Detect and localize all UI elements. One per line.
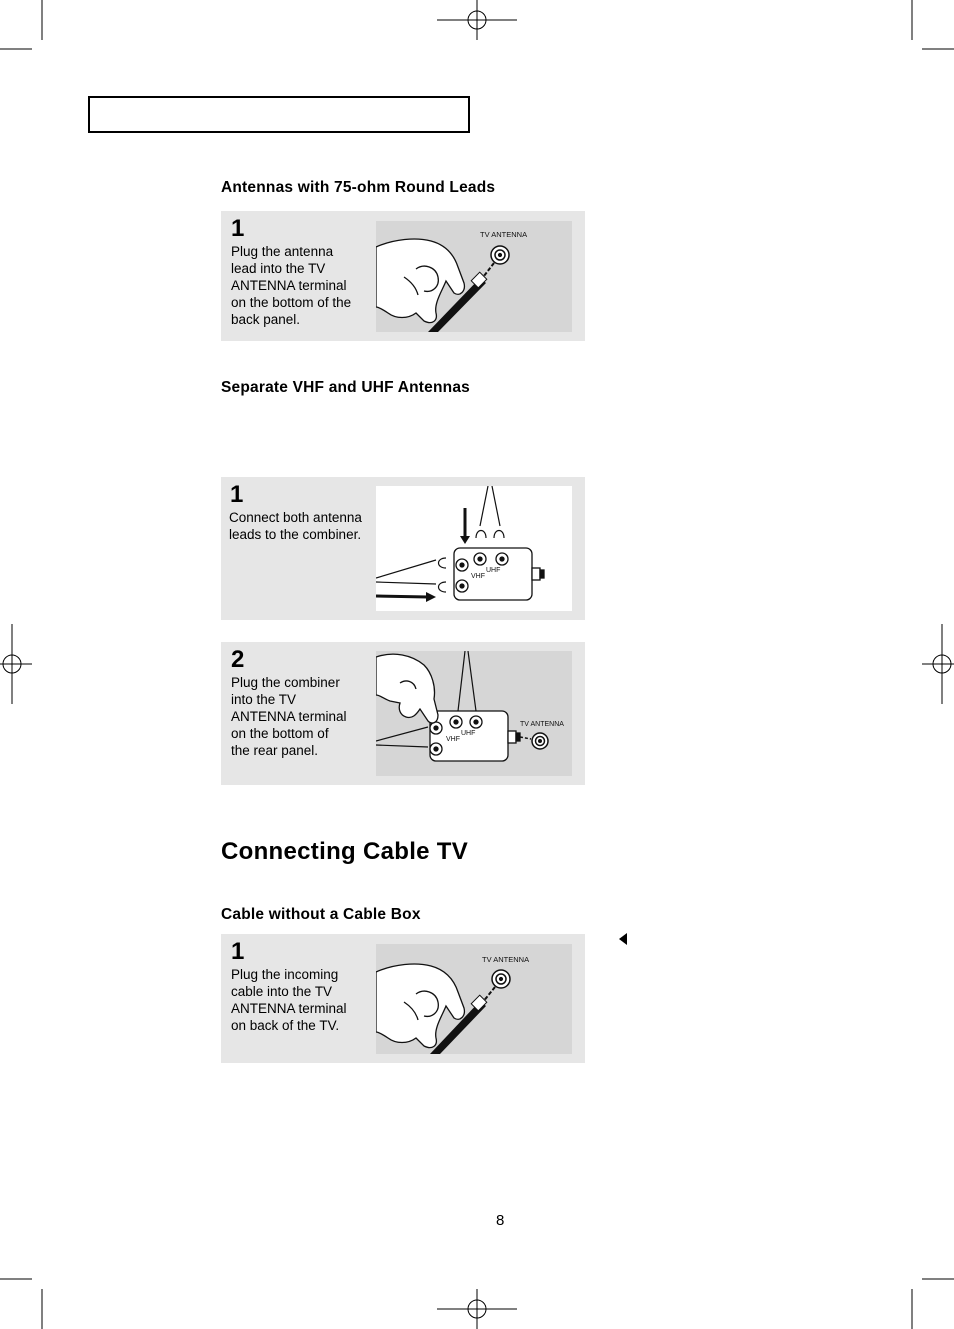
combiner-plug-illustration [376, 651, 572, 776]
step-line: ANTENNA terminal [231, 709, 347, 724]
page-number: 8 [496, 1212, 505, 1229]
subheading-cable-without-box: Cable without a Cable Box [221, 906, 421, 923]
step-line: ANTENNA terminal [231, 1001, 347, 1016]
step-line: leads to the combiner. [229, 527, 362, 542]
registration-mark-icon [0, 624, 32, 704]
registration-mark-icon [437, 0, 517, 40]
antenna-terminal-icon [492, 970, 510, 988]
step-line: the rear panel. [231, 743, 319, 758]
subheading-vhf-uhf: Separate VHF and UHF Antennas [221, 379, 470, 396]
antenna-plug-illustration [376, 221, 572, 332]
subheading-75ohm: Antennas with 75-ohm Round Leads [221, 179, 496, 196]
combiner-connect-illustration [376, 486, 572, 611]
step-line: ANTENNA terminal [231, 278, 347, 293]
left-triangle-icon [619, 933, 629, 945]
step-line: back panel. [231, 312, 301, 327]
step-instructions [229, 509, 374, 543]
step-line: Plug the combiner [231, 675, 340, 690]
step-line: Connect both antenna [229, 510, 362, 525]
step-line: on back of the TV. [231, 1018, 340, 1033]
step-line: Plug the antenna [231, 244, 334, 259]
step-instructions [231, 674, 371, 759]
step-panel-vhf-uhf-1 [221, 477, 585, 620]
step-panel-75ohm [221, 211, 585, 341]
header-box [88, 96, 470, 133]
step-instructions [231, 243, 371, 328]
vhf-label: VHF [446, 736, 460, 743]
uhf-label: UHF [461, 730, 476, 737]
step-number: 1 [231, 215, 245, 242]
registration-mark-icon [922, 624, 954, 704]
step-line: into the TV [231, 692, 297, 707]
step-line: on the bottom of [231, 726, 329, 741]
cable-plug-illustration [376, 944, 572, 1054]
tv-antenna-label: TV ANTENNA [520, 721, 564, 728]
step-line: Plug the incoming [231, 967, 339, 982]
step-panel-vhf-uhf-2 [221, 642, 585, 785]
step-line: on the bottom of the [231, 295, 352, 310]
step-number: 1 [230, 481, 244, 508]
step-instructions [231, 966, 371, 1034]
section-heading-cable-tv: Connecting Cable TV [221, 838, 469, 865]
tv-antenna-label: TV ANTENNA [482, 955, 530, 964]
step-line: cable into the TV [231, 984, 333, 999]
tv-antenna-label: TV ANTENNA [480, 230, 528, 239]
step-number: 2 [231, 646, 245, 673]
antenna-terminal-icon [532, 733, 548, 749]
registration-mark-icon [437, 1289, 517, 1329]
step-panel-cable [221, 934, 585, 1063]
combiner-icon [454, 548, 544, 600]
vhf-label: VHF [471, 573, 485, 580]
step-line: lead into the TV [231, 261, 326, 276]
uhf-label: UHF [486, 567, 501, 574]
step-number: 1 [231, 938, 245, 965]
antenna-terminal-icon [491, 246, 509, 264]
